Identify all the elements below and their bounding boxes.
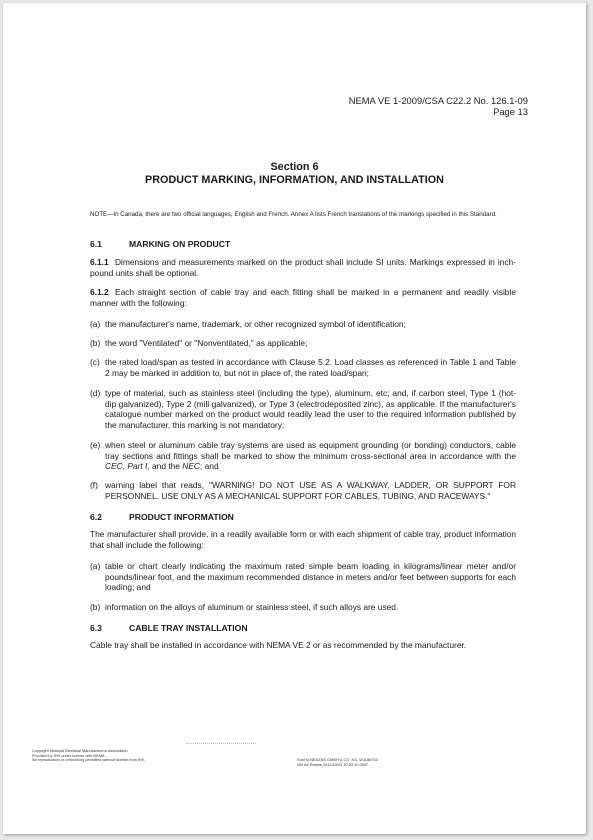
list-text-part: when steel or aluminum cable tray systems are used as equipment grounding (or bonding) conductors, cable tray sections and fittings shall be marked to show the minimum cross-sectional area in accordance with the bbox=[105, 440, 516, 461]
list-text: information on the alloys of aluminum or stainless steel, if such alloys are used. bbox=[105, 602, 399, 612]
list-item bbox=[90, 602, 516, 613]
list-item bbox=[90, 357, 516, 378]
clause-6-3 bbox=[90, 640, 516, 651]
list-item bbox=[90, 480, 516, 501]
reproduction-line: No reproduction or networking permitted without license from IHS bbox=[32, 757, 145, 762]
heading-6-2 bbox=[90, 512, 234, 522]
clause-text: Each straight section of cable tray and each fitting shall be marked in a permanent and readily visible manner with the following: bbox=[90, 287, 516, 308]
note: NOTE—In Canada, there are two official languages, English and French. Annex A lists French translations of the markings specified in this Standard. bbox=[90, 211, 497, 218]
heading-number: 6.3 bbox=[90, 623, 102, 633]
list-marker: (a) bbox=[90, 319, 101, 329]
heading-number: 6.1 bbox=[90, 239, 102, 249]
nec-reference: NEC bbox=[182, 461, 200, 472]
list-marker: (b) bbox=[90, 602, 101, 612]
standard-designation: NEMA VE 1-2009/CSA C22.2 No. 126.1-09 bbox=[348, 95, 528, 106]
clause-6-2 bbox=[90, 529, 516, 550]
list-marker: (e) bbox=[90, 440, 101, 450]
list-item bbox=[90, 561, 516, 593]
list-text-part: ; and bbox=[199, 461, 219, 472]
list-marker: (f) bbox=[90, 480, 98, 490]
heading-title: PRODUCT INFORMATION bbox=[129, 512, 234, 522]
clause-6-1-2 bbox=[90, 287, 516, 308]
heading-number: 6.2 bbox=[90, 512, 102, 522]
list-marker: (b) bbox=[90, 338, 101, 348]
footer-right bbox=[297, 758, 378, 767]
section-label: Section 6 bbox=[270, 161, 319, 173]
cec-reference: CEC, Part I bbox=[105, 461, 148, 472]
license-line: Provided by IHS under license with NEMA bbox=[32, 752, 105, 758]
footer-left bbox=[32, 749, 144, 763]
copyright-line: Copyright National Electrical Manufacturers Association bbox=[32, 748, 128, 753]
heading-title: MARKING ON PRODUCT bbox=[129, 239, 231, 249]
section-title: PRODUCT MARKING, INFORMATION, AND INSTALLATION bbox=[145, 174, 444, 186]
list-text: type of material, such as stainless steel (including the type), aluminum, etc; and, if carbon steel, Type 1 (hot-dip galvanized), Type 2 (mill galvanized), or Type 3 (electrodeposited zinc), as applicable. If the manufacturer's catalogue number marked on the product would readily lead the user to the required information published by the manufacturer, this marking is not mandatory; bbox=[105, 388, 516, 430]
list-marker: (d) bbox=[90, 388, 101, 398]
list-text: the word "Ventilated" or "Nonventilated," as applicable; bbox=[105, 338, 308, 348]
page-header bbox=[349, 95, 528, 117]
list-item bbox=[90, 440, 516, 472]
list-text: the manufacturer's name, trademark, or other recognized symbol of identification; bbox=[105, 319, 406, 329]
list-marker: (c) bbox=[90, 357, 100, 367]
document-page bbox=[3, 3, 586, 834]
list-text bbox=[105, 440, 516, 472]
heading-6-3 bbox=[90, 623, 248, 633]
list-item bbox=[90, 319, 516, 330]
heading-title: CABLE TRAY INSTALLATION bbox=[129, 623, 248, 633]
clause-text: Dimensions and measurements marked on the product shall include SI units. Markings expressed in inch-pound units shall be optional. bbox=[90, 257, 516, 278]
clause-text: The manufacturer shall provide, in a readily available form or with each shipment of cable tray, product information that shall include the following: bbox=[90, 529, 516, 550]
not-for-resale-line: Not for Resale,2011/10/31 10:53:10 GMT bbox=[297, 761, 369, 767]
list-text-part: , and the bbox=[147, 461, 183, 472]
clause-number: 6.1.1 bbox=[90, 257, 109, 267]
list-text: the rated load/span as tested in accordance with Clause 5.2. Load classes as referenced in Table 1 and Table 2 may be marked in addition to, but not in place of, the rated load/span; bbox=[105, 357, 516, 378]
clause-text: Cable tray shall be installed in accordance with NEMA VE 2 or as recommended by the manufacturer. bbox=[90, 640, 467, 650]
list-text: table or chart clearly indicating the maximum rated simple beam loading in kilograms/linear meter and/or pounds/linear foot, and the maximum recommended distance in meters and/or feet between supports for each loading; and bbox=[105, 561, 516, 593]
clause-6-1-1 bbox=[90, 257, 516, 278]
faint-divider bbox=[186, 743, 256, 744]
sold-to-line: Sold to:NEDZAS GMBH & CO. KG, W1186702 bbox=[297, 757, 378, 762]
clause-number: 6.1.2 bbox=[90, 287, 109, 297]
list-item bbox=[90, 338, 516, 349]
list-text: warning label that reads, "WARNING! DO NOT USE AS A WALKWAY, LADDER, OR SUPPORT FOR PERSONNEL. USE ONLY AS A MECHANICAL SUPPORT FOR CABLES, TUBING, AND RACEWAYS." bbox=[105, 480, 516, 501]
heading-6-1 bbox=[90, 239, 230, 249]
page-number: Page 13 bbox=[493, 106, 528, 117]
list-item bbox=[90, 388, 516, 430]
list-marker: (a) bbox=[90, 561, 101, 571]
